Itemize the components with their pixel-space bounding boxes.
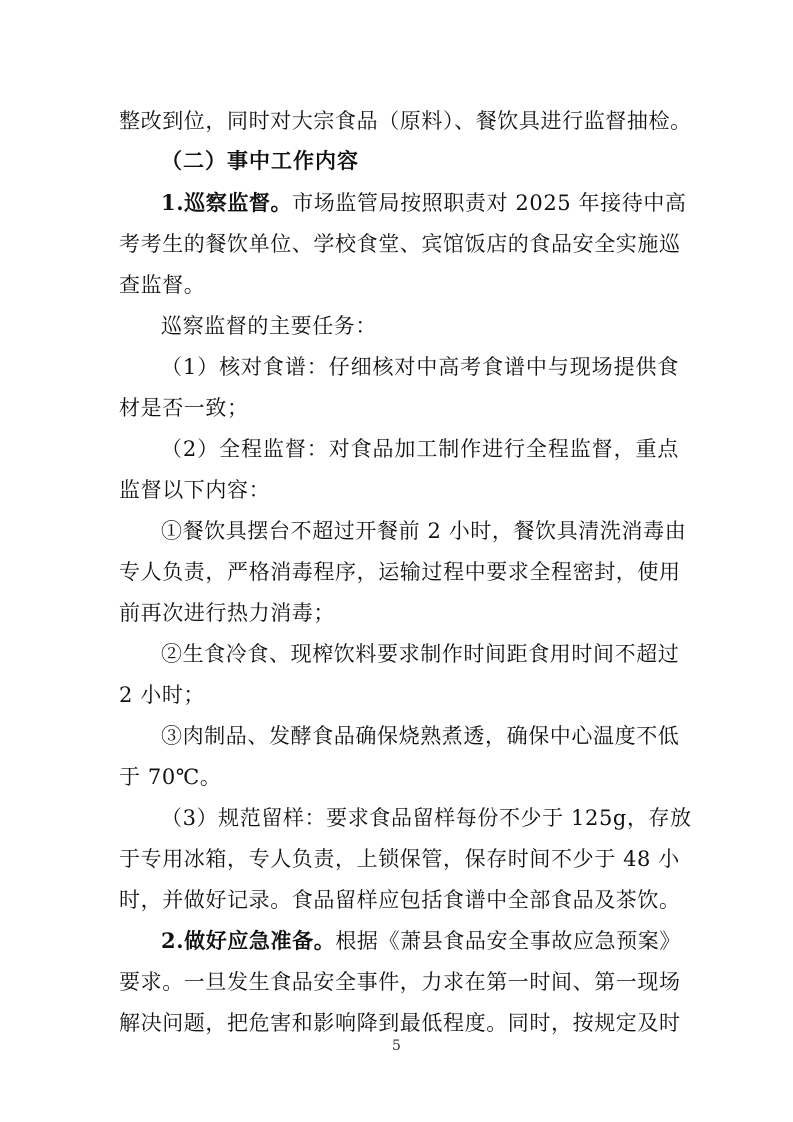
- body-line: 2 小时；: [119, 683, 206, 707]
- item-heading: 1.巡察监督。: [161, 190, 293, 215]
- body-line: 考考生的餐饮单位、学校食堂、宾馆饭店的食品安全实施巡: [119, 232, 681, 256]
- body-line: [161, 188, 687, 218]
- body-line: 巡察监督的主要任务：: [161, 314, 377, 338]
- body-line: 时，并做好记录。食品留样应包括食谱中全部食品及茶饮。: [119, 888, 681, 912]
- body-text: 市场监管局按照职责对 2025 年接待中高: [292, 191, 687, 215]
- body-line: 整改到位，同时对大宗食品（原料）、餐饮具进行监督抽检。: [119, 109, 692, 133]
- body-line: （3）规范留样：要求食品留样每份不少于 125g，存放: [161, 806, 692, 830]
- body-line: ③肉制品、发酵食品确保烧熟煮透，确保中心温度不低: [161, 724, 680, 748]
- body-line: ①餐饮具摆台不超过开餐前 2 小时，餐饮具清洗消毒由: [161, 519, 687, 543]
- body-line: （1）核对食谱：仔细核对中高考食谱中与现场提供食: [161, 355, 679, 379]
- item-heading: 2.做好应急准备。: [161, 928, 336, 953]
- body-line: 监督以下内容：: [119, 478, 271, 502]
- body-line: ②生食冷食、现榨饮料要求制作时间距食用时间不超过: [161, 642, 680, 666]
- body-line: 解决问题，把危害和影响降到最低程度。同时，按规定及时: [119, 1011, 681, 1035]
- body-text: 根据《萧县食品安全事故应急预案》: [335, 929, 681, 953]
- body-line: 前再次进行热力消毒；: [119, 601, 335, 625]
- page-number: 5: [392, 1038, 401, 1054]
- body-line: （2）全程监督：对食品加工制作进行全程监督，重点: [161, 437, 679, 461]
- body-line: 于专用冰箱，专人负责，上锁保管，保存时间不少于 48 小: [119, 847, 680, 871]
- body-line: [161, 926, 679, 956]
- body-line: 材是否一致；: [119, 396, 249, 420]
- body-line: 要求。一旦发生食品安全事件，力求在第一时间、第一现场: [119, 970, 681, 994]
- section-heading: （二）事中工作内容: [161, 149, 359, 173]
- body-line: 专人负责，严格消毒程序，运输过程中要求全程密封，使用: [119, 560, 681, 584]
- body-line: 于 70℃。: [119, 765, 222, 789]
- body-line: 查监督。: [119, 273, 206, 297]
